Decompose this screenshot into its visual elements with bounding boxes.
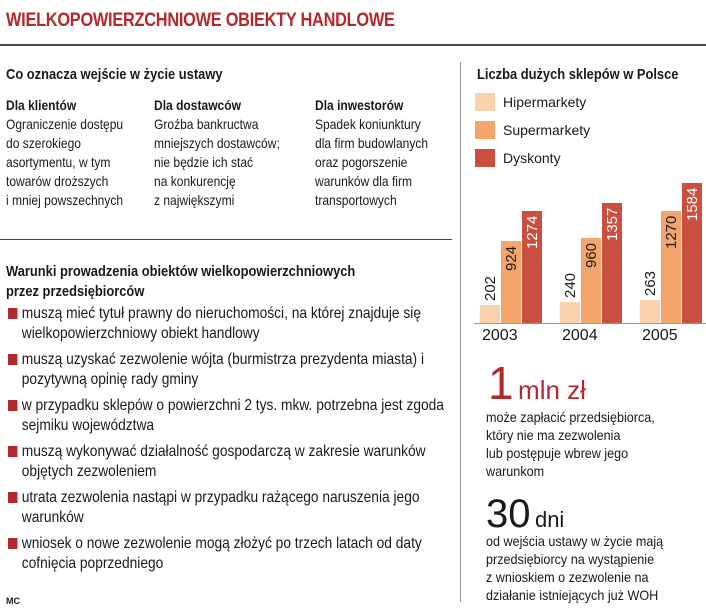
column-line: nie będzie ich stać — [154, 154, 254, 170]
data-label: 263 — [642, 270, 659, 296]
stat-text-line: warunkom — [486, 463, 545, 479]
stat-text-line: z wnioskiem o zezwolenie na — [486, 569, 649, 585]
stat-fine — [488, 357, 586, 409]
data-label: 1584 — [684, 187, 701, 222]
bar-hipermarkety-2003 — [480, 305, 500, 323]
stat-text-line: który nie ma zezwolenia — [486, 427, 621, 443]
list-item — [8, 350, 452, 390]
data-label: 960 — [583, 242, 600, 268]
stat-text-line: od wejścia ustawy w życie mają — [486, 533, 664, 549]
data-label: 1357 — [604, 207, 621, 242]
column-line: do szerokiego — [6, 135, 81, 151]
list-item-text: muszą uzyskać zezwolenie wójta (burmistrza prezydenta miasta) i pozytywną opinię rady gminy — [21, 351, 425, 388]
stat-text-line: przedsiębiorcy na wystąpienie — [486, 551, 655, 567]
effects-column-investors — [315, 96, 461, 210]
effects-column-suppliers — [154, 96, 300, 210]
section-divider — [0, 239, 452, 240]
data-label: 240 — [562, 272, 579, 298]
bullet-square-icon — [8, 308, 17, 319]
stat-unit: mln zł — [518, 375, 586, 405]
stat-value: 30 — [486, 492, 531, 536]
x-tick-label: 2003 — [482, 327, 518, 344]
column-line: z największymi — [154, 192, 235, 208]
bullet-square-icon — [8, 538, 17, 549]
column-head: Dla klientów — [6, 97, 77, 113]
bullet-square-icon — [8, 400, 17, 411]
bar-hipermarkety-2004 — [560, 302, 580, 323]
list-item-text: muszą mieć tytuł prawny do nieruchomości, na której znajduje się wielkopowierzchniowy obiekt handlowy — [21, 305, 421, 342]
x-tick-label: 2004 — [562, 327, 598, 344]
list-item — [8, 396, 452, 436]
list-item — [8, 534, 452, 574]
legend-label: Dyskonty — [503, 150, 561, 166]
effects-column-clients — [6, 96, 152, 210]
list-item — [8, 304, 452, 344]
author-credit: MC — [6, 596, 20, 606]
column-line: na konkurencję — [154, 173, 236, 189]
bullet-square-icon — [8, 354, 17, 365]
list-item — [8, 488, 452, 528]
bar-chart — [470, 150, 706, 350]
column-head: Dla inwestorów — [315, 97, 404, 113]
column-line: transportowych — [315, 192, 397, 208]
column-line: asortymentu, w tym — [6, 154, 111, 170]
data-label: 924 — [503, 245, 520, 271]
column-line: warunków dla firm — [315, 173, 413, 189]
stat-days-description — [486, 532, 693, 604]
list-item-text: wniosek o nowe zezwolenie mogą złożyć po trzech latach od daty cofnięcia poprzedniego — [21, 535, 422, 572]
legend-swatch — [475, 121, 495, 139]
stat-days — [486, 494, 564, 534]
legend-label: Supermarkety — [503, 122, 591, 138]
column-line: Ograniczenie dostępu — [6, 116, 124, 132]
bar-hipermarkety-2005 — [640, 300, 660, 323]
data-label: 202 — [482, 276, 499, 302]
chart-title: Liczba dużych sklepów w Polsce — [477, 66, 679, 83]
column-head: Dla dostawców — [154, 97, 241, 113]
bullet-square-icon — [8, 446, 17, 457]
conditions-heading — [6, 262, 355, 302]
effects-heading: Co oznacza wejście w życie ustawy — [6, 66, 223, 83]
stat-text-line: może zapłacić przedsiębiorca, — [486, 409, 655, 425]
conditions-list — [8, 304, 455, 580]
column-divider — [460, 62, 461, 602]
title-divider — [0, 44, 706, 46]
column-line: dla firm budowlanych — [315, 135, 429, 151]
column-line: oraz pogorszenie — [315, 154, 408, 170]
x-axis-line — [474, 323, 706, 324]
legend-swatch — [475, 93, 495, 111]
list-item-text: utrata zezwolenia nastąpi w przypadku rażącego naruszenia jego warunków — [21, 489, 420, 526]
conditions-heading-line: Warunki prowadzenia obiektów wielkopowierzchniowych — [6, 263, 356, 280]
conditions-heading-line: przez przedsiębiorców — [6, 283, 145, 300]
column-line: towarów droższych — [6, 173, 109, 189]
column-line: Groźba bankructwa — [154, 116, 259, 132]
x-tick-label: 2005 — [642, 327, 678, 344]
stat-fine-description — [486, 408, 693, 480]
list-item-text: w przypadku sklepów o powierzchni 2 tys. mkw. potrzebna jest zgoda sejmiku województwa — [21, 397, 444, 434]
column-line: i mniej powszechnych — [6, 192, 124, 208]
bullet-square-icon — [8, 492, 17, 503]
stat-text-line: lub postępuje wbrew jego — [486, 445, 629, 461]
list-item — [8, 442, 452, 482]
stat-unit: dni — [534, 507, 565, 532]
stat-text-line: działanie istniejących już WOH — [486, 587, 659, 603]
data-label: 1274 — [524, 215, 541, 249]
stat-value: 1 — [488, 357, 514, 409]
page-title: WIELKOPOWIERZCHNIOWE OBIEKTY HANDLOWE — [6, 10, 395, 31]
legend-label: Hipermarkety — [503, 94, 587, 110]
list-item-text: muszą wykonywać działalność gospodarczą w zakresie warunków objętych zezwoleniem — [21, 443, 426, 480]
column-line: Spadek koniunktury — [315, 116, 421, 132]
column-line: mniejszych dostawców; — [154, 135, 280, 151]
data-label: 1270 — [663, 215, 680, 249]
